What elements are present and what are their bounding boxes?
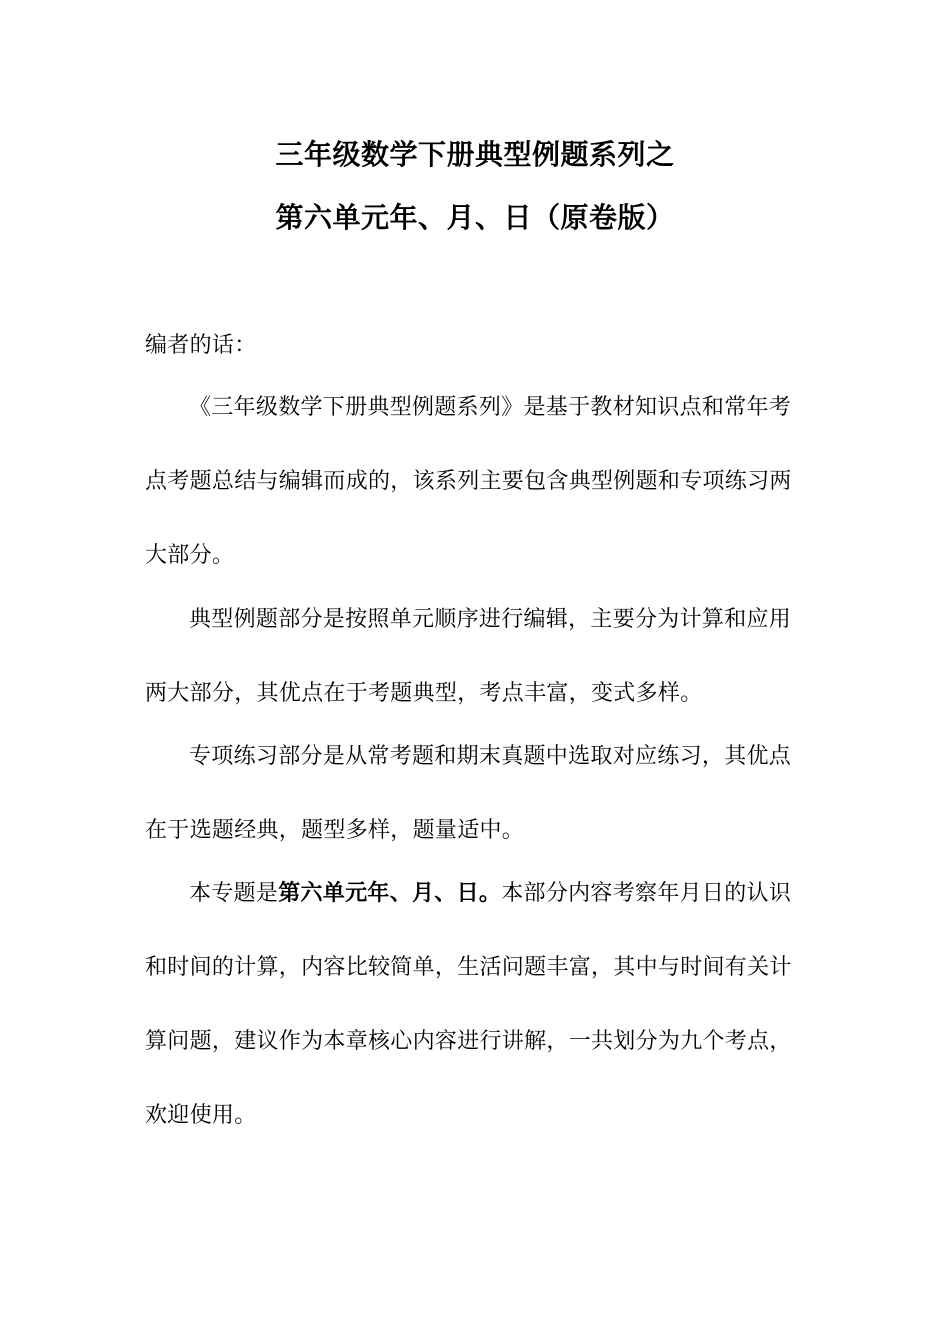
paragraph-topic-unit: 第六单元年、月、日。 [278, 881, 502, 906]
document-title-line2: 第六单元年、月、日（原卷版） [275, 201, 675, 234]
editor-note-label: 编者的话： [145, 333, 257, 358]
paragraph-topic [145, 857, 795, 1153]
paragraph-intro: 《三年级数学下册典型例题系列》是基于教材知识点和常年考点考题总结与编辑而成的，该系列主要包含典型例题和专项练习两大部分。 [145, 395, 792, 568]
paragraph-examples: 典型例题部分是按照单元顺序进行编辑，主要分为计算和应用两大部分，其优点在于考题典型，考点丰富，变式多样。 [145, 607, 792, 706]
paragraph-topic-rest: 本部分内容考察年月日的认识和时间的计算，内容比较简单，生活问题丰富，其中与时间有关计算问题，建议作为本章核心内容进行讲解，一共划分为九个考点，欢迎使用。 [145, 881, 792, 1128]
paragraph-practice: 专项练习部分是从常考题和期末真题中选取对应练习，其优点在于选题经典，题型多样，题量适中。 [145, 744, 792, 843]
document-title-line1: 三年级数学下册典型例题系列之 [275, 138, 675, 171]
paragraph-topic-lead: 本专题是 [189, 881, 279, 906]
